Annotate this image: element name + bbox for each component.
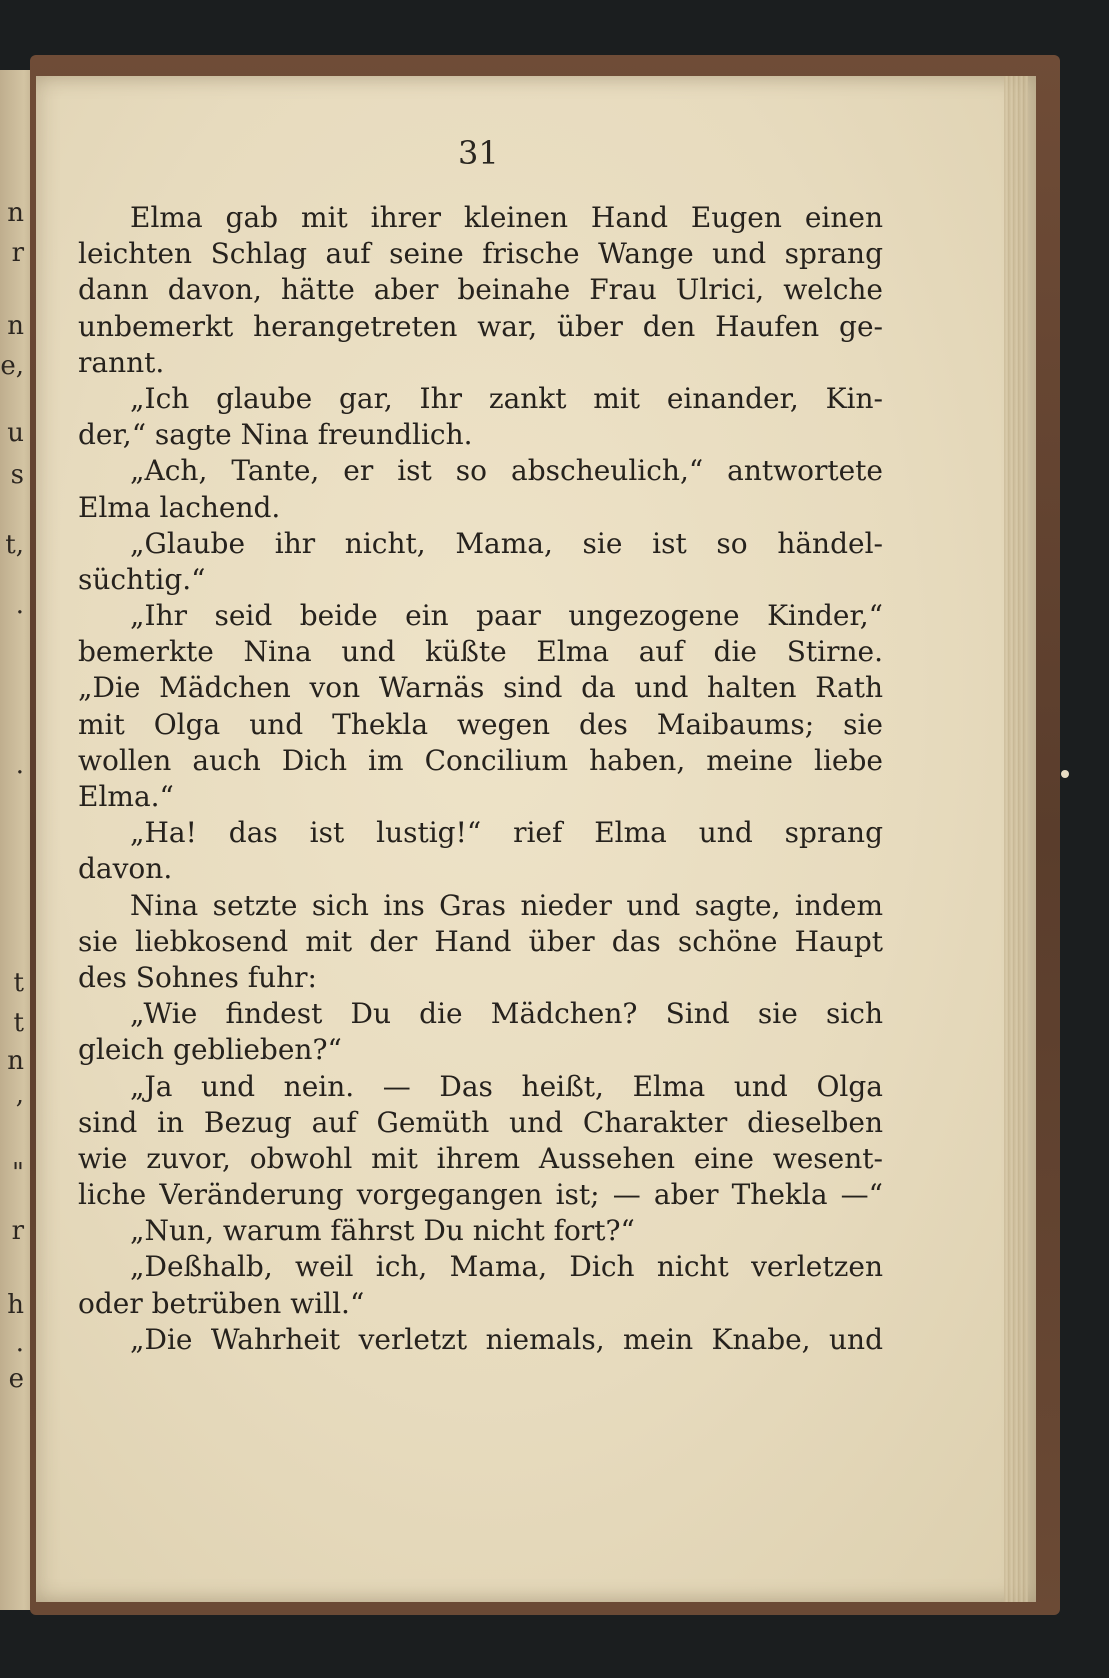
margin-fragment: t, <box>5 530 24 560</box>
text-line: „Die Mädchen von Warnäs sind da und halten Rath <box>78 671 883 705</box>
text-line: des Sohnes fuhr: <box>78 960 317 994</box>
text-line: „Ha! das ist lustig!“ rief Elma und sprang <box>130 816 883 850</box>
page-text <box>78 200 883 1358</box>
margin-fragment: t <box>13 1008 24 1038</box>
page-number: 31 <box>458 134 499 172</box>
margin-fragment: r <box>11 238 24 268</box>
page-stack-edge <box>1004 76 1028 1602</box>
margin-fragment: e, <box>0 351 24 381</box>
text-line: Nina setzte sich ins Gras nieder und sagte, indem <box>130 888 883 922</box>
text-line: davon. <box>78 852 173 886</box>
text-line: „Glaube ihr nicht, Mama, sie ist so händel- <box>130 526 883 560</box>
text-line: „Deßhalb, weil ich, Mama, Dich nicht verletzen <box>130 1250 883 1284</box>
text-line: „Nun, warum fährst Du nicht fort?“ <box>130 1214 635 1248</box>
text-line: leichten Schlag auf seine frische Wange und sprang <box>78 237 883 271</box>
text-line: Elma.“ <box>78 780 174 813</box>
margin-fragment: · <box>15 1336 24 1366</box>
text-line: der,“ sagte Nina freundlich. <box>78 418 473 452</box>
margin-fragment: · <box>15 598 24 628</box>
margin-fragment: n <box>7 311 24 341</box>
text-line: „Die Wahrheit verletzt niemals, mein Knabe, und <box>130 1322 883 1356</box>
margin-fragment: · <box>15 758 24 788</box>
margin-fragment: n <box>7 198 24 228</box>
text-line: oder betrüben will.“ <box>78 1286 365 1320</box>
text-line: wie zuvor, obwohl mit ihrem Aussehen eine wesent- <box>78 1141 883 1175</box>
text-line: wollen auch Dich im Concilium haben, meine liebe <box>78 743 883 777</box>
text-line: Elma lachend. <box>78 490 281 524</box>
text-line: „Wie findest Du die Mädchen? Sind sie sich <box>130 997 883 1031</box>
text-line: mit Olga und Thekla wegen des Maibaums; sie <box>78 707 883 741</box>
margin-fragment: s <box>10 460 24 490</box>
text-line: süchtig.“ <box>78 562 206 596</box>
text-line: dann davon, hätte aber beinahe Frau Ulrici, welche <box>78 273 883 307</box>
text-line: „Ja und nein. — Das heißt, Elma und Olga <box>130 1069 883 1103</box>
text-line: liche Veränderung vorgegangen ist; — aber Thekla —“ <box>78 1178 883 1212</box>
text-line: gleich geblieben?“ <box>78 1033 342 1067</box>
text-line: „Ihr seid beide ein paar ungezogene Kinder,“ <box>130 599 883 633</box>
margin-fragment: r <box>11 1216 24 1246</box>
text-line: rannt. <box>78 345 165 379</box>
text-line: Elma gab mit ihrer kleinen Hand Eugen einen <box>130 201 883 234</box>
margin-fragment: n <box>7 1046 24 1076</box>
text-line: sind in Bezug auf Gemüth und Charakter dieselben <box>78 1105 883 1139</box>
text-line: „Ich glaube gar, Ihr zankt mit einander, Kin- <box>130 381 883 415</box>
book-page <box>36 76 1036 1602</box>
text-line: bemerkte Nina und küßte Elma auf die Stirne. <box>78 635 883 669</box>
margin-fragment: u <box>7 418 24 448</box>
margin-fragment: t <box>13 968 24 998</box>
margin-fragment: e <box>8 1364 24 1394</box>
text-line: sie liebkosend mit der Hand über das schöne Haupt <box>78 924 883 958</box>
margin-fragment: h <box>7 1290 24 1320</box>
text-line: unbemerkt herangetreten war, über den Haufen ge- <box>78 309 883 343</box>
margin-fragment: , <box>15 1080 24 1110</box>
text-line: „Ach, Tante, er ist so abscheulich,“ antwortete <box>130 454 883 488</box>
margin-fragment: " <box>12 1158 24 1188</box>
cover-mark <box>1061 770 1069 778</box>
